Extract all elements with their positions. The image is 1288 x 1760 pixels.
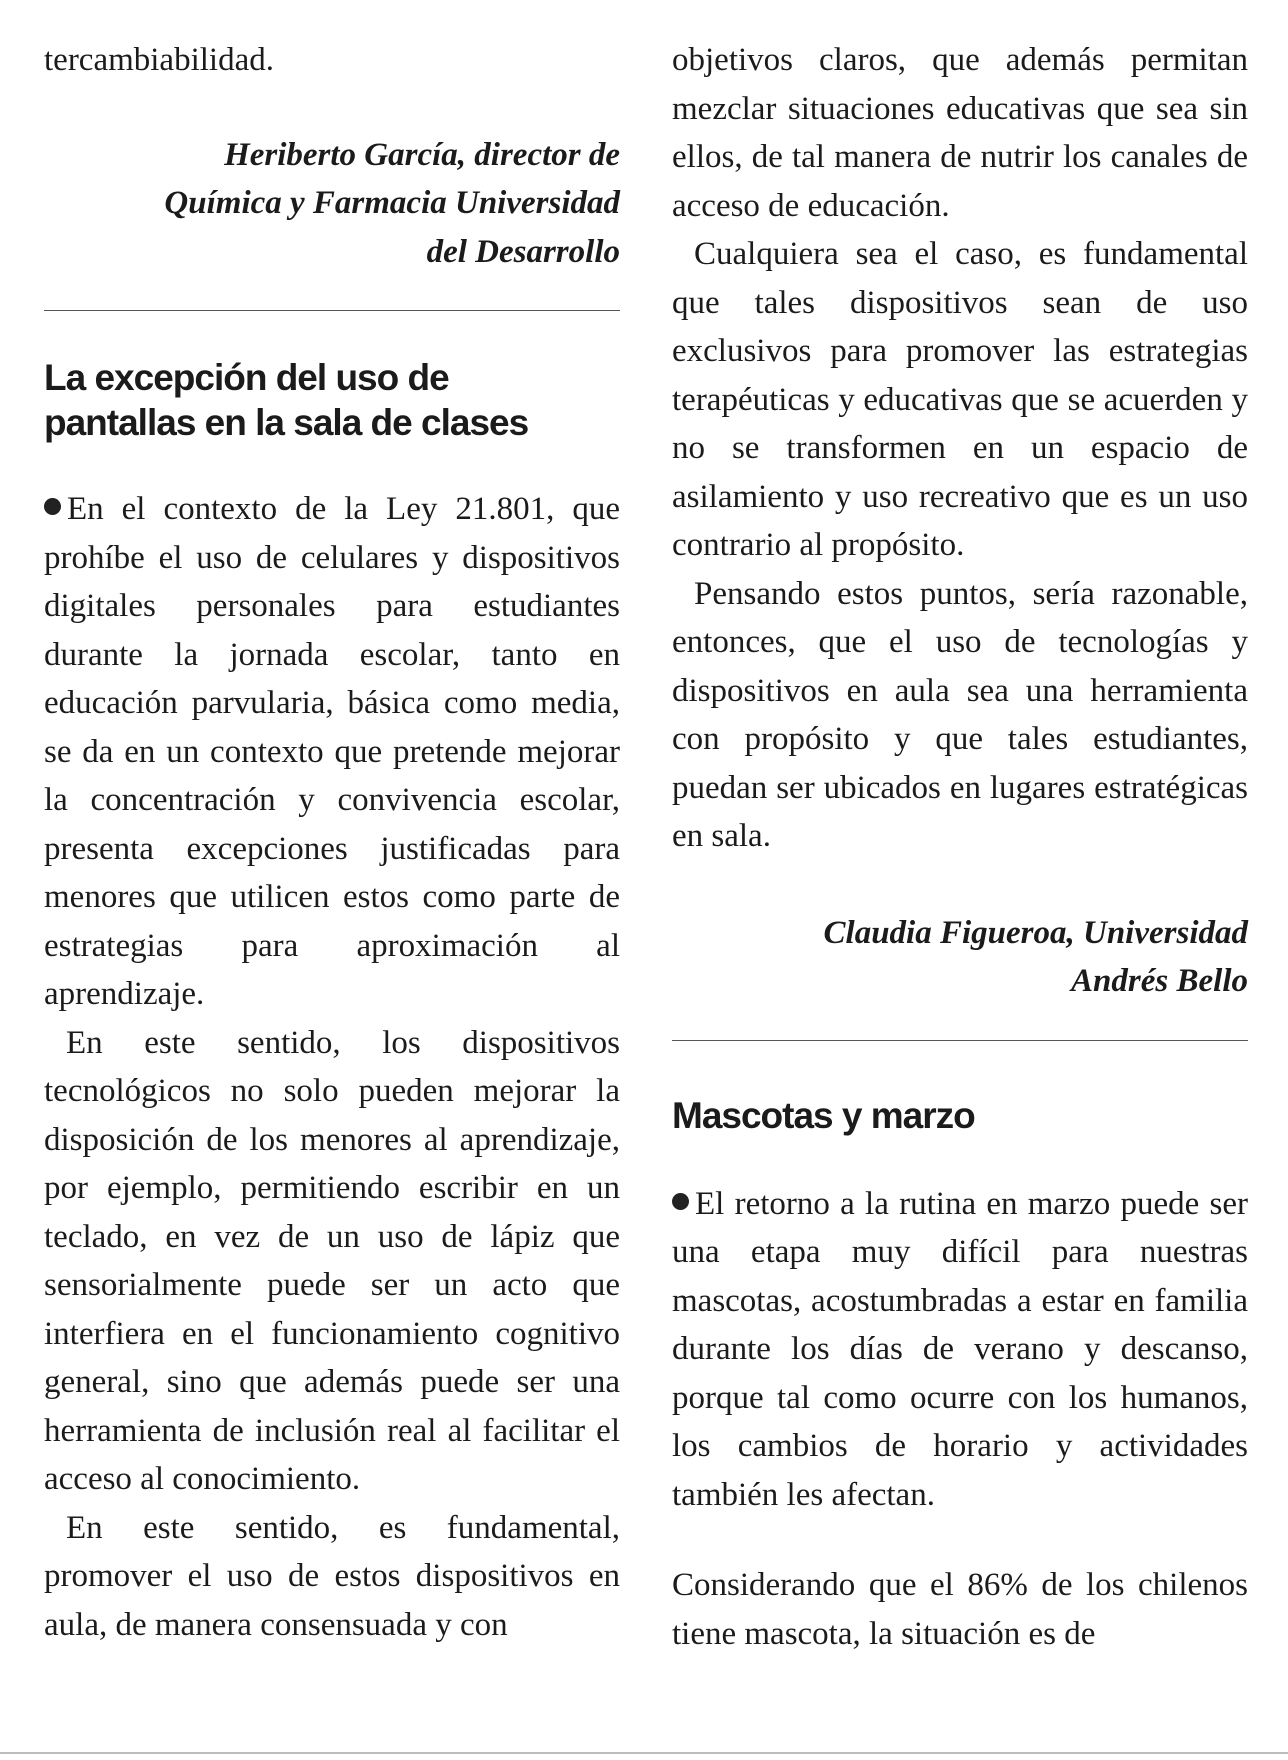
- bullet-icon: [44, 498, 61, 515]
- signature-line: Claudia Figueroa, Universidad: [823, 914, 1248, 951]
- signature-line: Andrés Bello: [1071, 963, 1248, 999]
- paragraph-text: El retorno a la rutina en marzo puede ser una etapa muy difícil para nuestras mascotas, acostumbradas a estar en familia durante los días de verano y descanso, porque tal como ocurre con los humanos, los cambios de horario y actividades también les afectan.: [672, 1185, 1248, 1513]
- signature-line: Heriberto García, director de: [224, 136, 620, 173]
- article-paragraph: En este sentido, es fundamental, promover el uso de estos dispositivos en aula, de manera consensuada y con: [44, 1509, 620, 1643]
- article-paragraph: Considerando que el 86% de los chilenos tiene mascota, la situación es de: [672, 1567, 1248, 1652]
- article-paragraph: Cualquiera sea el caso, es fundamental que tales dispositivos sean de uso exclusivos para promover las estrategias terapéuticas y educativas que se acuerden y no se transformen en un espacio de asilamiento y uso recreativo que es un uso contrario al propósito.: [672, 236, 1248, 563]
- signature-line: del Desarrollo: [426, 233, 620, 270]
- headline-line: La excepción del uso de: [44, 357, 449, 398]
- signature-claudia-figueroa: [672, 909, 1248, 1006]
- left-column: [44, 36, 620, 1649]
- signature-heriberto-garcia: [44, 131, 620, 277]
- page-bottom-border: [0, 1752, 1288, 1754]
- article-paragraph: objetivos claros, que además permitan mezclar situaciones educativas que sea sin ellos, de tal manera de nutrir los canales de acceso de educación.: [672, 42, 1248, 224]
- article-paragraph: En este sentido, los dispositivos tecnológicos no solo pueden mejorar la disposición de los menores al aprendizaje, por ejemplo, permitiendo escribir en un teclado, en vez de un uso de lápiz que sensorialmente puede ser un acto que interfiera en el funcionamiento cognitivo general, sino que además puede ser una herramienta de inclusión real al facilitar el acceso al conocimiento.: [44, 1024, 620, 1497]
- article-paragraph: [44, 485, 620, 1019]
- article-headline: Mascotas y marzo: [672, 1094, 975, 1136]
- signature-line: Química y Farmacia Universidad: [164, 185, 620, 221]
- article-paragraph: [672, 1180, 1248, 1520]
- right-column: [672, 36, 1248, 1658]
- article-paragraph: Pensando estos puntos, sería razonable, entonces, que el uso de tecnologías y dispositivos en aula sea una herramienta con propósito y que tales estudiantes, puedan ser ubicados en lugares estratégicas en sala.: [672, 575, 1248, 854]
- headline-line: pantallas en la sala de clases: [44, 402, 529, 443]
- bullet-icon: [672, 1193, 689, 1210]
- previous-letter-ending: tercambiabilidad.: [44, 42, 274, 78]
- article-headline: [44, 355, 620, 445]
- paragraph-text: En el contexto de la Ley 21.801, que prohíbe el uso de celulares y dispositivos digitales personales para estudiantes durante la jornada escolar, tanto en educación parvularia, básica como media, se da en un contexto que pretende mejorar la concentración y convivencia escolar, presenta excepciones justificadas para menores que utilicen estos como parte de estrategias para aproximación al aprendizaje.: [44, 491, 620, 1012]
